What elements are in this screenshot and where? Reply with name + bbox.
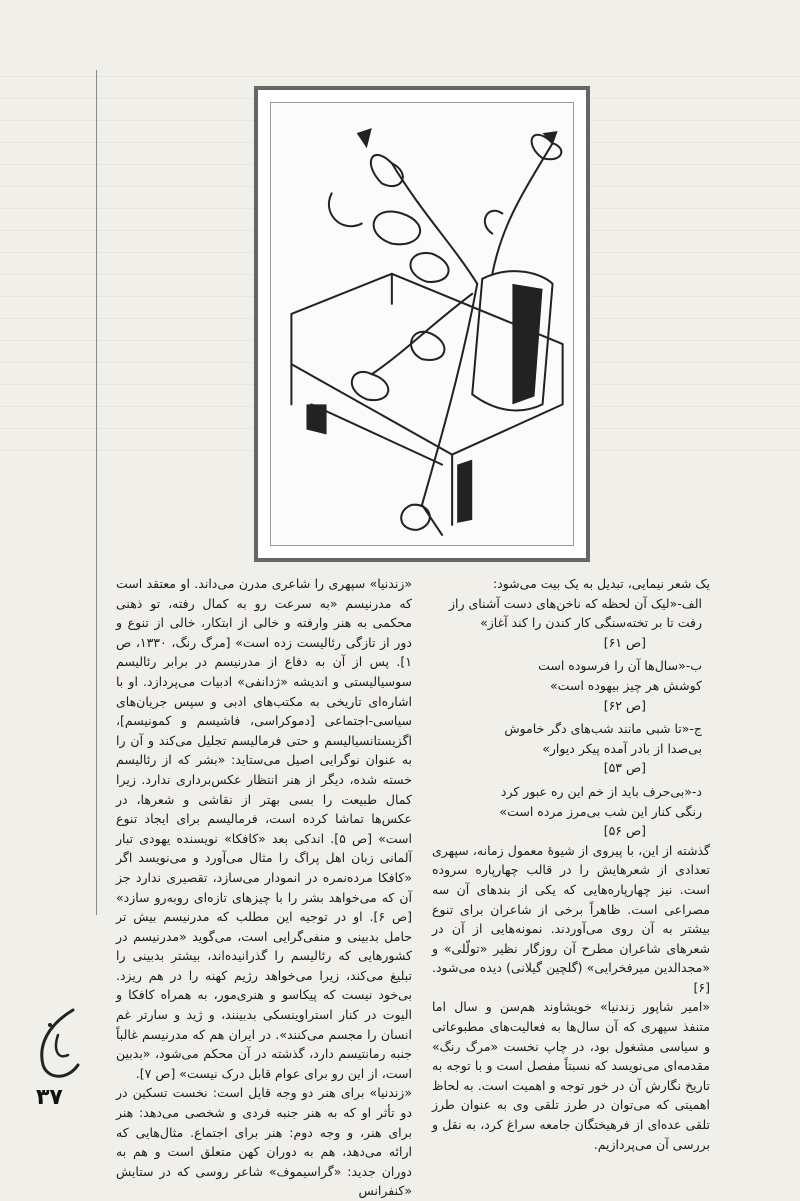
illustration-frame [254, 86, 590, 562]
verse-c [432, 719, 710, 778]
body-paragraph: «زندنیا» برای هنر دو وجه قایل است: نخست تسکین در دو تأثر او که به هنر جنبه فردی و شخصی می‌دهد: هنر برای هنر، و وجه دوم: هنر برای اجتماع. مثال‌هایی که ارائه می‌دهد، هم به دوران کهن متعلق است و هم به دوران جدید: «گراسیموف» شاعر روسی که در ستایش «کنفرانس [116, 1085, 412, 1199]
right-column [432, 574, 710, 1154]
verse-line: الف-«لیک آن لحظه که ناخن‌های دست آشنای راز [449, 595, 702, 611]
body-paragraph: «امیر شاپور زندنیا» خویشاوند هم‌سن و سال اما متنفذ سپهری که آن سال‌ها به فعالیت‌های مطبوعاتی و سیاسی مشغول بود، در چاپ نخست «مرگ رنگ» مقدمه‌ای می‌نویسد که نسبتاً مفصل است و با توجه به تاریخ نگارش آن در خور توجه و اهمیت است. به لحاظ اهمیتی که می‌توان در طرز تلقی وی به عنوان طرز تلقی عده‌ای از فرهیختگان جامعه سراغ کرد، به نقل و بررسی آن می‌پردازیم. [432, 999, 710, 1152]
verse-line: ب-«سال‌ها آن را فرسوده است [538, 658, 702, 674]
verse-a [432, 594, 710, 653]
verse-reference: [ص ۶۱] [603, 634, 646, 650]
magazine-logo [28, 1005, 88, 1085]
verse-line: کوشش هر چیز بیهوده است» [549, 677, 702, 693]
verse-reference: [ص ۵۳] [603, 760, 646, 776]
verse-b [432, 656, 710, 715]
illustration [270, 102, 574, 546]
verse-reference: [ص ۶۲] [603, 697, 646, 713]
verse-line: بی‌صدا از بادر آمده پیکر دیوار» [542, 740, 702, 756]
body-paragraph: گذشته از این، با پیروی از شیوهٔ معمول زمانه، سپهری تعدادی از شعرهایش را در قالب چهارپاره سروده است. نیز چهارپاره‌هایی که یکی از بندهای آن سه مصراعی است. ظاهراً برخی از شاعران برای تنوع بیشتر به آن روی می‌آوردند. نمونه‌هایی از آن در شعرهای شاعران مطرح آن روزگار نظیر «تولّلی» و «مجدالدین میرفخرایی» (گلچین گیلانی) دیده می‌شود. [۶] [432, 842, 710, 995]
page-number: ۳۷ [36, 1085, 63, 1110]
verse-d [432, 782, 710, 841]
left-column [116, 574, 412, 1201]
verse-line: د-«بی‌حرف باید از خم این ره عبور کرد [500, 783, 702, 799]
verse-line: ج-«تا شبی مانند شب‌های دگر خاموش [504, 721, 702, 737]
flower-vase-drawing [271, 103, 573, 545]
verse-reference: [ص ۵۶] [603, 823, 646, 839]
verse-line: رنگی کنار این شب بی‌مرز مرده است» [499, 803, 702, 819]
intro-line: یک شعر نیمایی، تبدیل به یک بیت می‌شود: [492, 576, 710, 591]
column-rule [96, 70, 97, 915]
body-paragraph: «زندنیا» سپهری را شاعری مدرن می‌داند. او معتقد است که مدرنیسم «به سرعت رو به کمال رفته، تو ذهنی محکمی به هنر وارفته و خالی از ابتکار، خالی از تنوع و دور از تازگی رئالیست زده است» [مرگ رنگ، ۱۳۳۰، ص ۱]. پس از آن به دفاع از مدرنیسم در برابر رئالیسم سوسیالیستی و اندیشه «ژدانفی» ادبیات می‌پردازد. او با اشاره‌ای تاریخی به مکتب‌های ادبی و سپس جریان‌های سیاسی-اجتماعی [دموکراسی، فاشیسم و کمونیسم]، اگزیستانسیالیسم و حتی فرمالیسم تجلیل می‌کند و آن را به عنوان نوگرایی اصیل می‌ستاید: «بشر که از رئالیسم خسته شده، دیگر از هنر انتظار عکس‌برداری ندارد. زیرا کمال طبیعت را بسی بهتر از نقاشی و شعرها، در عکس‌ها تماشا کرده است، فرمالیسم برای ایجاد تنوع است» [ص ۵]. اندکی بعد «کافکا» نویسنده یهودی تبار آلمانی زبان اهل پراگ را مثال می‌آورد و می‌نویسد اگر «کافکا مرده‌نمره در انمودار می‌سازد، تقصیری ندارد جز آن که می‌خواهد بشر را با چیزهای تازه‌ای روبه‌رو سازد» [ص ۶]. او در توجیه این مطلب که مدرنیسم بیش تر حامل بدبینی و منفی‌گرایی است، می‌گوید «مدرنیسم در کشورهایی که رئالیسم را گذرانیده‌اند، بیشتر بدبینی را تبلیغ می‌کند، زیرا می‌خواهد رژیم کهنه را در هم ریزد. بی‌خود نیست که پیکاسو و هنری‌مور، به همراه کافکا و الیوت در کنار استراوینسکی بدبینند، و ژید و سارتر غم انسان را مجسم می‌کنند». در ایران هم که مدرنیسم غالباً جنبه رمانتیسم دارد، گذشته در آن محکم می‌شود، «بدبین است، از این رو برای عوام قابل درک نیست» [ص ۷]. [116, 576, 412, 1081]
verse-line: رفت تا بر تخته‌سنگی کار کندن را کند آغاز» [480, 615, 702, 631]
